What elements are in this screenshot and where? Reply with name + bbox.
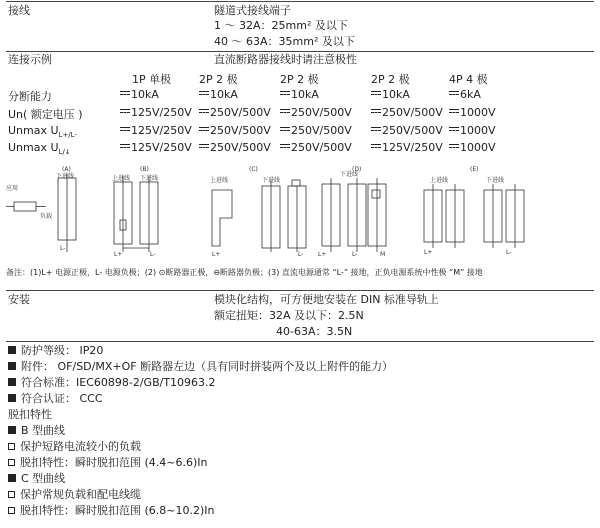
in-label: 下进线 <box>486 177 505 184</box>
diagram-letter: (C) <box>249 166 258 173</box>
wiring-title: 隧道式接线端子 <box>214 4 291 17</box>
dc-icon <box>371 144 381 150</box>
in-label: 下进线 <box>140 175 159 182</box>
checkbox-icon <box>8 507 15 514</box>
dc-icon <box>371 109 381 115</box>
lminus-label: L- <box>506 249 512 256</box>
row-label: 分断能力 <box>8 90 52 103</box>
app-label: 应用 <box>6 185 19 192</box>
dc-icon <box>199 91 209 97</box>
lminus-label: L- <box>352 251 358 258</box>
load-label: 负载 <box>40 213 53 220</box>
dc-icon <box>449 109 459 115</box>
lplus-label: L+ <box>424 249 433 256</box>
checkbox-icon <box>8 491 15 498</box>
table-cell: 250V/500V <box>199 141 271 154</box>
column-header: 4P 4 极 <box>449 73 488 86</box>
lminus-label: L- <box>298 251 304 258</box>
dc-icon <box>280 127 290 133</box>
install-label: 安装 <box>8 293 30 306</box>
lplus-label: L+ <box>212 251 221 258</box>
up-label: 上进线 <box>210 177 229 184</box>
diagram-letter: (E) <box>470 166 479 173</box>
lplus-label: L+ <box>318 251 327 258</box>
lminus-label: L- <box>150 251 156 258</box>
bullet-icon <box>8 474 16 482</box>
table-cell: 250V/500V <box>199 124 271 137</box>
list-item: 符合标准：IEC60898-2/GB/T10963.2 <box>8 376 216 390</box>
table-cell: 1000V <box>449 141 496 154</box>
dc-icon <box>120 91 130 97</box>
divider <box>6 1 594 2</box>
up-label: 上进线 <box>430 177 449 184</box>
divider <box>6 341 594 342</box>
connection-label: 连接示例 <box>8 53 52 66</box>
dc-icon <box>280 91 290 97</box>
bullet-icon <box>8 426 16 434</box>
note: 备注：(1)L+ 电源正极，L- 电源负极；(2) ⊙断路器正极，⊖断路器负极；(3) 直流电源通常 “L-” 接地，正负电源系统中性极 “M” 接地 <box>6 268 483 277</box>
column-header: 2P 2 极 <box>199 73 238 86</box>
row-label: Unmax $U_{L/↓}$ <box>8 141 71 157</box>
row-label: Un( 额定电压 ) <box>8 108 83 121</box>
column-header: 2P 2 极 <box>280 73 319 86</box>
dc-icon <box>449 91 459 97</box>
table-cell: 250V/500V <box>371 106 443 119</box>
dc-icon <box>449 144 459 150</box>
checkbox-icon <box>8 459 15 466</box>
install-line-2: 额定扭矩：32A 及以下：2.5N <box>214 309 364 322</box>
bullet-icon <box>8 394 16 402</box>
table-cell: 1000V <box>449 106 496 119</box>
table-cell: 250V/500V <box>280 141 352 154</box>
list-item: 符合认证： CCC <box>8 392 103 406</box>
list-item: 保护短路电流较小的负载 <box>8 440 141 454</box>
dc-icon <box>449 127 459 133</box>
lminus-label: L- <box>60 245 66 252</box>
column-header: 2P 2 极 <box>371 73 410 86</box>
lplus-label: L+ <box>114 251 123 258</box>
up-label: 上进线 <box>112 175 131 182</box>
divider <box>6 290 594 291</box>
install-line-1: 模块化结构，可方便地安装在 DIN 标准导轨上 <box>214 293 439 306</box>
connection-title: 直流断路器接线时请注意极性 <box>214 53 357 66</box>
install-line-3: 40-63A：3.5N <box>276 325 353 338</box>
table-cell: 10kA <box>120 88 159 101</box>
list-item: C 型曲线 <box>8 472 65 486</box>
bullet-icon <box>8 346 16 354</box>
table-cell: 250V/500V <box>280 106 352 119</box>
checkbox-icon <box>8 443 15 450</box>
list-item: 脱扣特性：瞬时脱扣范围 (6.8~10.2)In <box>8 504 215 518</box>
diagram-letter: (A) <box>62 166 71 173</box>
dc-icon <box>280 109 290 115</box>
in-label: 下进线 <box>340 171 359 178</box>
list-heading: 脱扣特性 <box>8 408 52 421</box>
diagram-letter: (B) <box>140 166 149 173</box>
table-cell: 125V/250V <box>120 141 192 154</box>
table-cell: 125V/250V <box>371 141 443 154</box>
dc-icon <box>199 127 209 133</box>
in-label: 下进线 <box>262 177 281 184</box>
column-header: 1P 单极 <box>132 73 172 86</box>
table-cell: 10kA <box>371 88 410 101</box>
dc-icon <box>120 144 130 150</box>
dc-icon <box>371 127 381 133</box>
dc-icon <box>120 109 130 115</box>
list-item: 脱扣特性：瞬时脱扣范围 (4.4~6.6)In <box>8 456 208 470</box>
table-cell: 10kA <box>199 88 238 101</box>
dc-icon <box>280 144 290 150</box>
table-cell: 6kA <box>449 88 481 101</box>
table-cell: 10kA <box>280 88 319 101</box>
diagram-letter: (D) <box>352 166 362 173</box>
dc-icon <box>199 144 209 150</box>
wiring-line-1: 1 ～ 32A：25mm² 及以下 <box>214 19 348 32</box>
bullet-icon <box>8 378 16 386</box>
table-cell: 250V/500V <box>199 106 271 119</box>
row-label: Unmax $U_{L+/L-}$ <box>8 124 77 140</box>
dc-icon <box>371 91 381 97</box>
list-item: 附件： OF/SD/MX+OF 断路器左边（具有同时拼装两个及以上附件的能力） <box>8 360 393 374</box>
table-cell: 125V/250V <box>120 106 192 119</box>
dc-icon <box>199 109 209 115</box>
table-cell: 125V/250V <box>120 124 192 137</box>
table-cell: 250V/500V <box>371 124 443 137</box>
in-label: 下进线 <box>56 173 75 180</box>
dc-icon <box>120 127 130 133</box>
table-cell: 1000V <box>449 124 496 137</box>
table-cell: 250V/500V <box>280 124 352 137</box>
wiring-diagrams <box>0 160 600 260</box>
wiring-label: 接线 <box>8 4 30 17</box>
list-item: 保护常规负载和配电线缆 <box>8 488 141 502</box>
m-label: M <box>380 251 386 258</box>
list-item: 防护等级： IP20 <box>8 344 103 358</box>
wiring-line-2: 40 ～ 63A：35mm² 及以下 <box>214 35 355 48</box>
list-item: B 型曲线 <box>8 424 65 438</box>
divider <box>6 51 594 52</box>
bullet-icon <box>8 362 16 370</box>
